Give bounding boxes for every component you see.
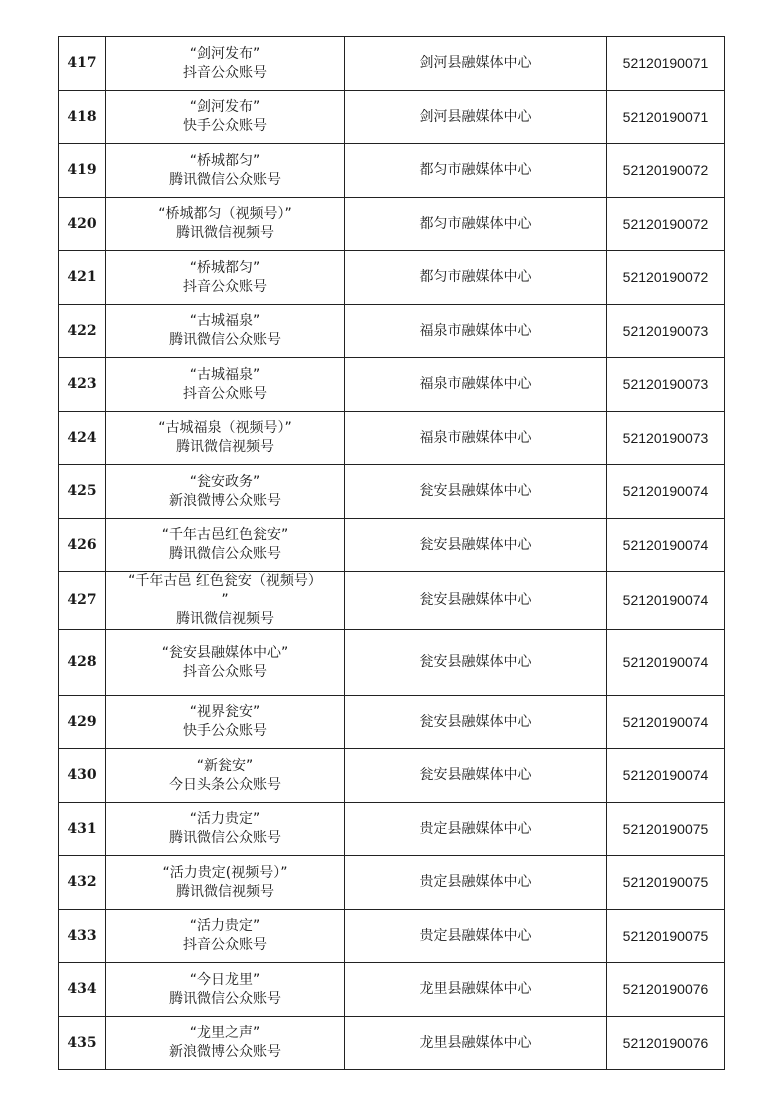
- row-number: 426: [59, 519, 106, 572]
- account-platform: 抖音公众账号: [183, 385, 267, 402]
- account-platform: 快手公众账号: [183, 118, 267, 134]
- organization-cell: 瓮安县融媒体中心: [345, 465, 607, 519]
- registry-table-body: [59, 37, 725, 1070]
- table-row: [59, 856, 725, 910]
- account-name: “古城福泉”: [189, 366, 261, 383]
- row-number: 420: [59, 198, 106, 251]
- license-code-cell: 52120190073: [607, 412, 725, 465]
- account-name: “活力贵定(视频号）”: [162, 864, 288, 881]
- table-row: [59, 91, 725, 144]
- row-number: 418: [59, 91, 106, 144]
- table-row: [59, 37, 725, 91]
- account-name-cell: [106, 803, 345, 856]
- license-code-cell: 52120190076: [607, 1017, 725, 1070]
- account-name-cell: [106, 412, 345, 465]
- account-name: “古城福泉”: [189, 313, 261, 329]
- account-name-cell: [106, 251, 345, 305]
- account-name: “桥城都匀”: [189, 259, 261, 276]
- row-number: 429: [59, 696, 106, 749]
- license-code-cell: 52120190075: [607, 856, 725, 910]
- account-name: “剑河发布”: [189, 45, 261, 62]
- account-platform: 腾讯微信公众账号: [169, 171, 281, 188]
- organization-cell: 瓮安县融媒体中心: [345, 572, 607, 630]
- table-row: [59, 144, 725, 198]
- license-code-cell: 52120190073: [607, 358, 725, 412]
- account-platform: 今日头条公众账号: [169, 776, 281, 793]
- license-code-cell: 52120190074: [607, 519, 725, 572]
- license-code-cell: 52120190071: [607, 91, 725, 144]
- row-number: 419: [59, 144, 106, 198]
- account-name-cell: [106, 572, 345, 630]
- account-name-cell: [106, 358, 345, 412]
- row-number: 422: [59, 305, 106, 358]
- account-platform: ”: [221, 592, 229, 608]
- account-name: “瓮安政务”: [189, 473, 261, 490]
- table-row: [59, 519, 725, 572]
- registry-table: [58, 36, 725, 1070]
- organization-cell: 都匀市融媒体中心: [345, 251, 607, 305]
- license-code-cell: 52120190074: [607, 572, 725, 630]
- license-code-cell: 52120190073: [607, 305, 725, 358]
- account-platform: 腾讯微信视频号: [176, 225, 274, 241]
- license-code-cell: 52120190074: [607, 696, 725, 749]
- table-row: [59, 963, 725, 1017]
- account-name: “新瓮安”: [196, 757, 254, 774]
- account-platform: 抖音公众账号: [183, 278, 267, 295]
- table-row: [59, 358, 725, 412]
- account-name: “千年古邑红色瓮安”: [161, 527, 289, 543]
- account-platform: 抖音公众账号: [183, 663, 267, 680]
- account-platform: 腾讯微信公众账号: [169, 332, 281, 348]
- organization-cell: 瓮安县融媒体中心: [345, 519, 607, 572]
- account-platform: 抖音公众账号: [183, 937, 267, 953]
- account-name-cell: [106, 963, 345, 1017]
- table-row: [59, 749, 725, 803]
- account-name-cell: [106, 519, 345, 572]
- account-name-cell: [106, 305, 345, 358]
- row-number: 433: [59, 910, 106, 963]
- account-name-cell: [106, 696, 345, 749]
- table-row: [59, 305, 725, 358]
- account-name: “桥城都匀”: [189, 152, 261, 169]
- account-name-cell: [106, 1017, 345, 1070]
- organization-cell: 贵定县融媒体中心: [345, 803, 607, 856]
- row-number: 434: [59, 963, 106, 1017]
- row-number: 424: [59, 412, 106, 465]
- account-name-cell: [106, 856, 345, 910]
- organization-cell: 剑河县融媒体中心: [345, 91, 607, 144]
- account-name-cell: [106, 630, 345, 696]
- table-row: [59, 803, 725, 856]
- account-name: “龙里之声”: [189, 1025, 261, 1041]
- account-platform: 新浪微博公众账号: [169, 492, 281, 509]
- license-code-cell: 52120190076: [607, 963, 725, 1017]
- organization-cell: 福泉市融媒体中心: [345, 412, 607, 465]
- license-code-cell: 52120190071: [607, 37, 725, 91]
- account-name: “剑河发布”: [189, 99, 261, 115]
- license-code-cell: 52120190072: [607, 144, 725, 198]
- account-name-cell: [106, 749, 345, 803]
- license-code-cell: 52120190074: [607, 749, 725, 803]
- organization-cell: 都匀市融媒体中心: [345, 198, 607, 251]
- organization-cell: 瓮安县融媒体中心: [345, 630, 607, 696]
- table-row: [59, 412, 725, 465]
- account-platform: 腾讯微信公众账号: [169, 830, 281, 846]
- row-number: 431: [59, 803, 106, 856]
- row-number: 432: [59, 856, 106, 910]
- license-code-cell: 52120190075: [607, 910, 725, 963]
- organization-cell: 龙里县融媒体中心: [345, 963, 607, 1017]
- organization-cell: 福泉市融媒体中心: [345, 305, 607, 358]
- account-name: “瓮安县融媒体中心”: [161, 644, 289, 661]
- account-name-cell: [106, 910, 345, 963]
- organization-cell: 贵定县融媒体中心: [345, 856, 607, 910]
- row-number: 430: [59, 749, 106, 803]
- row-number: 425: [59, 465, 106, 519]
- table-row: [59, 198, 725, 251]
- row-number: 421: [59, 251, 106, 305]
- account-platform: 腾讯微信公众账号: [169, 990, 281, 1007]
- table-row: [59, 910, 725, 963]
- license-code-cell: 52120190072: [607, 198, 725, 251]
- account-platform: 腾讯微信视频号: [176, 883, 274, 900]
- organization-cell: 龙里县融媒体中心: [345, 1017, 607, 1070]
- account-name-cell: [106, 465, 345, 519]
- license-code-cell: 52120190072: [607, 251, 725, 305]
- account-name: “活力贵定”: [189, 811, 261, 827]
- account-name-cell: [106, 144, 345, 198]
- account-name-cell: [106, 37, 345, 91]
- row-number: 417: [59, 37, 106, 91]
- table-row: [59, 251, 725, 305]
- account-name-cell: [106, 91, 345, 144]
- organization-cell: 瓮安县融媒体中心: [345, 696, 607, 749]
- organization-cell: 都匀市融媒体中心: [345, 144, 607, 198]
- row-number: 427: [59, 572, 106, 630]
- account-name: “古城福泉（视频号）”: [158, 420, 292, 436]
- row-number: 423: [59, 358, 106, 412]
- account-platform: 腾讯微信视频号: [176, 439, 274, 455]
- license-code-cell: 52120190075: [607, 803, 725, 856]
- account-platform: 抖音公众账号: [183, 64, 267, 81]
- license-code-cell: 52120190074: [607, 630, 725, 696]
- account-name: “千年古邑 红色瓮安（视频号）: [128, 573, 322, 589]
- account-name-cell: [106, 198, 345, 251]
- account-platform: 快手公众账号: [183, 723, 267, 739]
- license-code-cell: 52120190074: [607, 465, 725, 519]
- row-number: 435: [59, 1017, 106, 1070]
- account-platform: 腾讯微信公众账号: [169, 546, 281, 562]
- organization-cell: 福泉市融媒体中心: [345, 358, 607, 412]
- organization-cell: 贵定县融媒体中心: [345, 910, 607, 963]
- account-platform: 腾讯微信视频号: [176, 611, 274, 627]
- organization-cell: 瓮安县融媒体中心: [345, 749, 607, 803]
- account-name: “今日龙里”: [189, 971, 261, 988]
- organization-cell: 剑河县融媒体中心: [345, 37, 607, 91]
- table-row: [59, 630, 725, 696]
- account-name: “桥城都匀（视频号）”: [158, 206, 292, 222]
- table-row: [59, 1017, 725, 1070]
- account-platform: 新浪微博公众账号: [169, 1044, 281, 1060]
- table-row: [59, 572, 725, 630]
- account-name: “视界瓮安”: [189, 704, 261, 720]
- row-number: 428: [59, 630, 106, 696]
- account-name: “活力贵定”: [189, 918, 261, 934]
- table-row: [59, 465, 725, 519]
- table-row: [59, 696, 725, 749]
